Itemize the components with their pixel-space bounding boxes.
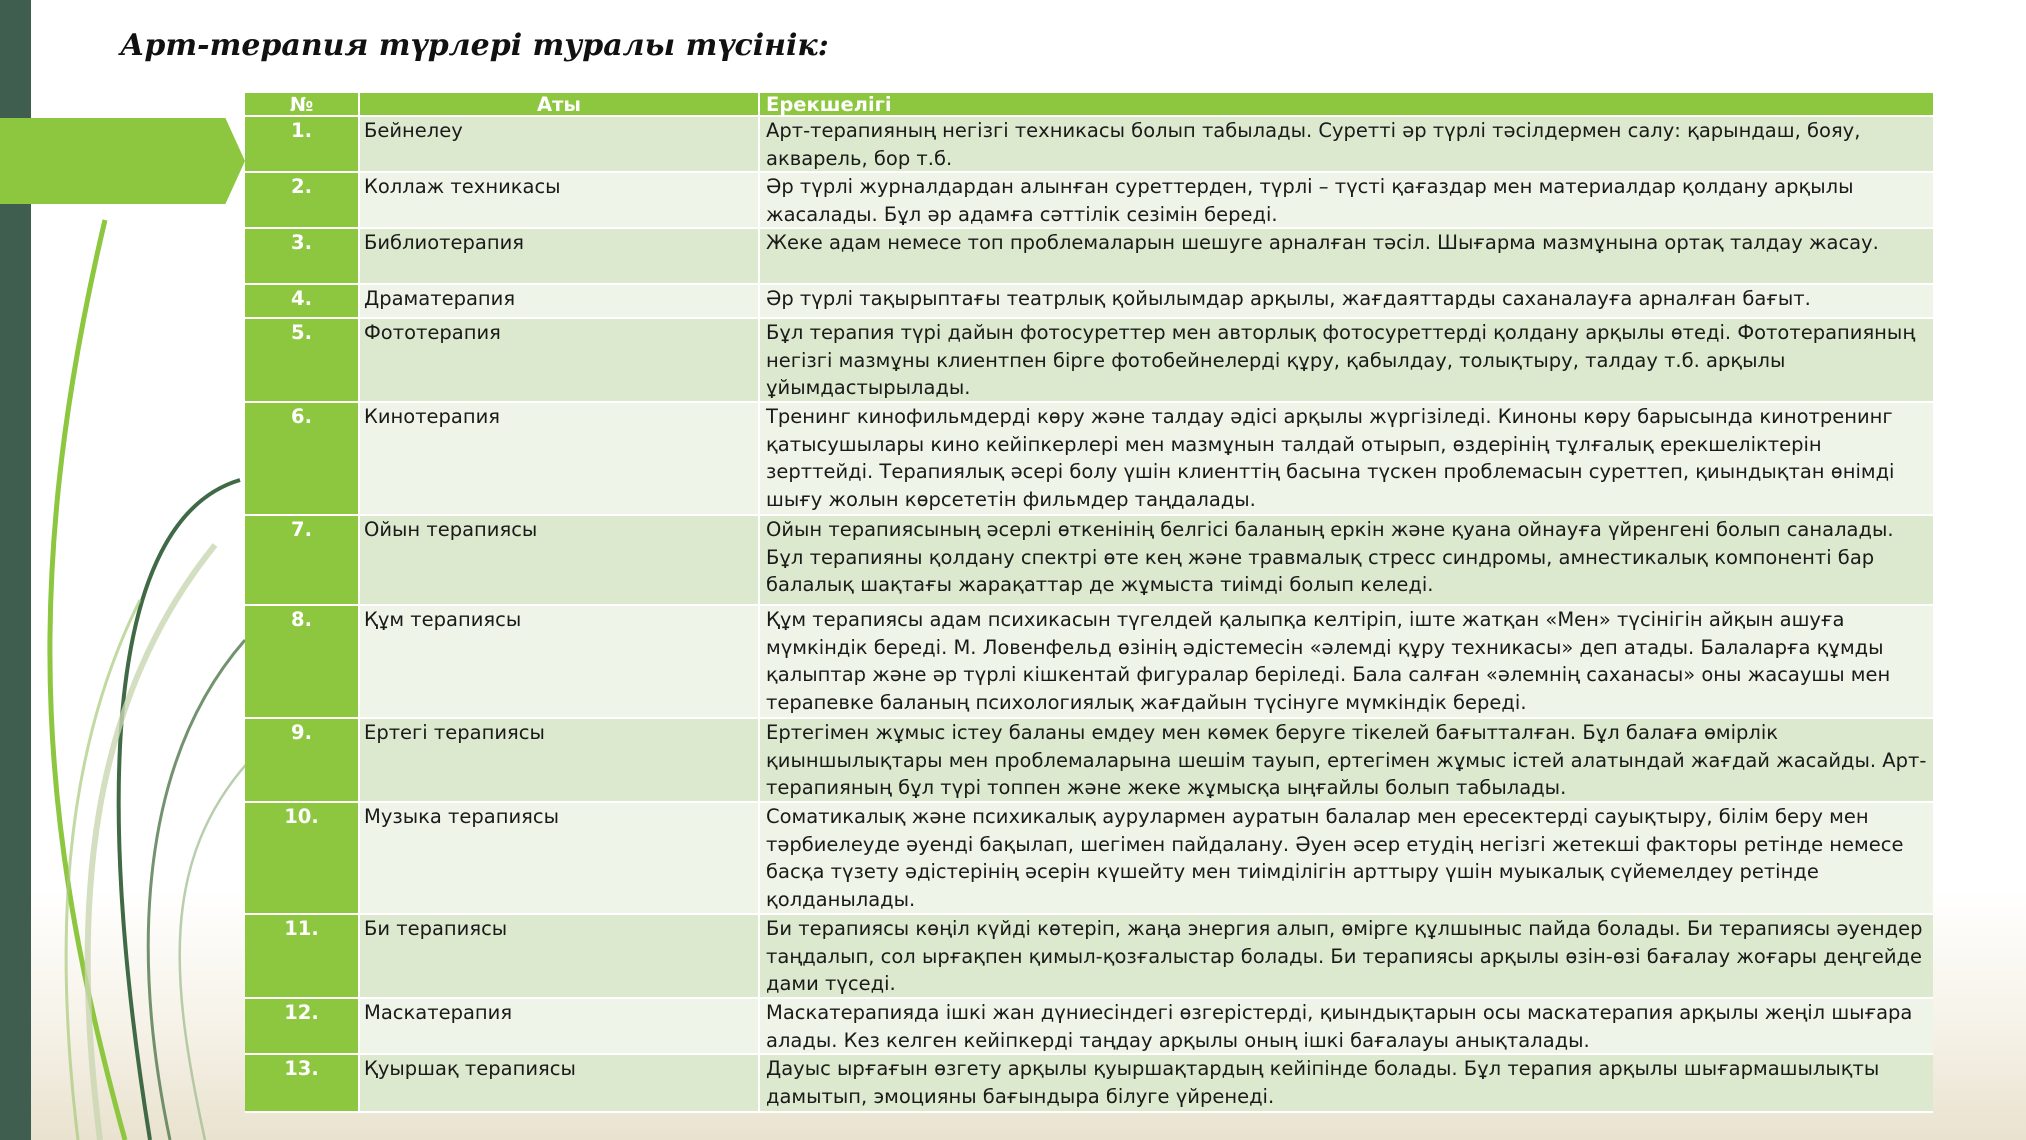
row-description: Ертегімен жұмыс істеу баланы емдеу мен көмек беруге тікелей бағытталған. Бұл балаға өмірлік қиыншылықтары мен проблемаларына шешім тауып, ертегімен жұмыс істей алатындай жағдай жасайды. Арт- терапияның бұл түрі топпен және жеке жұмысқа ыңғайлы болып табылады. bbox=[760, 719, 1933, 801]
row-number: 11. bbox=[245, 915, 360, 997]
row-number: 10. bbox=[245, 803, 360, 913]
table-row bbox=[245, 606, 1933, 719]
row-name: Бейнелеу bbox=[360, 117, 760, 171]
table-row bbox=[245, 173, 1933, 229]
table-row bbox=[245, 285, 1933, 319]
row-name: Қуыршақ терапиясы bbox=[360, 1055, 760, 1111]
row-name: Библиотерапия bbox=[360, 229, 760, 283]
row-number: 7. bbox=[245, 516, 360, 604]
header-number: № bbox=[245, 93, 360, 115]
row-number: 3. bbox=[245, 229, 360, 283]
row-name: Кинотерапия bbox=[360, 403, 760, 514]
row-name: Ойын терапиясы bbox=[360, 516, 760, 604]
row-name: Ертегі терапиясы bbox=[360, 719, 760, 801]
table-row bbox=[245, 117, 1933, 173]
table-row bbox=[245, 803, 1933, 915]
row-description: Әр түрлі тақырыптағы театрлық қойылымдар арқылы, жағдаяттарды саханалауға арналған бағыт. bbox=[760, 285, 1933, 317]
table-row bbox=[245, 1055, 1933, 1113]
table-row bbox=[245, 403, 1933, 516]
art-therapy-table bbox=[245, 93, 1933, 1113]
row-name: Маскатерапия bbox=[360, 999, 760, 1053]
row-description: Әр түрлі журналдардан алынған суреттерден, түрлі – түсті қағаздар мен материалдар қолдану арқылы жасалады. Бұл әр адамға сәттілік сезімін береді. bbox=[760, 173, 1933, 227]
table-row bbox=[245, 915, 1933, 999]
row-description: Ойын терапиясының әсерлі өткенінің белгісі баланың еркін және қуана ойнауға үйренгені болып саналады. Бұл терапияны қолдану спектрі өте кең және травмалық стресс синдромы, амнестикалық компоненті бар балалық шақтағы жарақаттар де жұмыста тиімді болып келеді. bbox=[760, 516, 1933, 604]
row-number: 12. bbox=[245, 999, 360, 1053]
table-row bbox=[245, 229, 1933, 285]
row-description: Бұл терапия түрі дайын фотосуреттер мен авторлық фотосуреттерді қолдану арқылы өтеді. Фототерапияның негізгі мазмұны клиентпен бірге фотобейнелерді құру, қабылдау, толықтыру, талдау т.б. арқылы ұйымдастырылады. bbox=[760, 319, 1933, 401]
slide-title: Арт-терапия түрлері туралы түсінік: bbox=[120, 28, 829, 63]
row-number: 5. bbox=[245, 319, 360, 401]
row-description: Тренинг кинофильмдерді көру және талдау әдісі арқылы жүргізіледі. Киноны көру барысында кинотренинг қатысушылары кино кейіпкерлері мен мазмұнын талдай отырып, өздерінің тұлғалық ерекшеліктерін зерттейді. Терапиялық әсері болу үшін клиенттің басына түскен проблемасын суреттеп, қиындықтан өнімді шығу жолын көрсететін фильмдер таңдалады. bbox=[760, 403, 1933, 514]
row-name: Коллаж техникасы bbox=[360, 173, 760, 227]
row-name: Фототерапия bbox=[360, 319, 760, 401]
row-name: Драматерапия bbox=[360, 285, 760, 317]
row-description: Арт-терапияның негізгі техникасы болып табылады. Суретті әр түрлі тәсілдермен салу: қарындаш, бояу, акварель, бор т.б. bbox=[760, 117, 1933, 171]
row-description: Соматикалық және психикалық аурулармен ауратын балалар мен ересектерді сауықтыру, білім беру мен тәрбиелеуде әуенді бақылап, шегімен пайдалану. Әуен әсер етудің негізгі жетекші факторы ретінде немесе басқа түзету әдістерінің әсерін күшейту мен тиімділігін арттыру үшін муыкалық сүйемелдеу ретінде қолданылады. bbox=[760, 803, 1933, 913]
row-description: Маскатерапияда ішкі жан дүниесіндегі өзгерістерді, қиындықтарын осы маскатерапия арқылы жеңіл шығара алады. Кез келген кейіпкерді таңдау арқылы оның ішкі бағалауы анықталады. bbox=[760, 999, 1933, 1053]
header-description: Ерекшелігі bbox=[766, 93, 892, 115]
row-number: 6. bbox=[245, 403, 360, 514]
table-header-row bbox=[245, 93, 1933, 117]
row-number: 9. bbox=[245, 719, 360, 801]
row-name: Музыка терапиясы bbox=[360, 803, 760, 913]
row-number: 8. bbox=[245, 606, 360, 717]
table-row bbox=[245, 999, 1933, 1055]
row-number: 2. bbox=[245, 173, 360, 227]
table-row bbox=[245, 719, 1933, 803]
header-name: Аты bbox=[360, 93, 760, 115]
row-number: 13. bbox=[245, 1055, 360, 1111]
row-description: Би терапиясы көңіл күйді көтеріп, жаңа энергия алып, өмірге құлшыныс пайда болады. Би терапиясы әуендер таңдалып, сол ырғақпен қимыл-қозғалыстар болады. Би терапиясы арқылы өзін-өзі бағалау жоғары деңгейде дами түседі. bbox=[760, 915, 1933, 997]
row-description: Дауыс ырғағын өзгету арқылы қуыршақтардың кейіпінде болады. Бұл терапия арқылы шығармашылықты дамытып, эмоцияны бағындыра білуге үйренеді. bbox=[760, 1055, 1933, 1111]
table-row bbox=[245, 319, 1933, 403]
row-name: Құм терапиясы bbox=[360, 606, 760, 717]
table-row bbox=[245, 516, 1933, 606]
row-name: Би терапиясы bbox=[360, 915, 760, 997]
row-number: 1. bbox=[245, 117, 360, 171]
arrow-banner bbox=[0, 118, 245, 204]
row-number: 4. bbox=[245, 285, 360, 317]
row-description: Құм терапиясы адам психикасын түгелдей қалыпқа келтіріп, іште жатқан «Мен» түсінігін айқын ашуға мүмкіндік береді. М. Ловенфельд өзінің әдістемесін «әлемді құру техникасы» деп атады. Балаларға құмды қалыптар және әр түрлі кішкентай фигуралар беріледі. Бала салған «әлемнің саханасы» оны жасаушы мен терапевке баланың психологиялық жағдайын түсінуге мүмкіндік береді. bbox=[760, 606, 1933, 717]
row-description: Жеке адам немесе топ проблемаларын шешуге арналған тәсіл. Шығарма мазмұнына ортақ талдау жасау. bbox=[760, 229, 1933, 283]
